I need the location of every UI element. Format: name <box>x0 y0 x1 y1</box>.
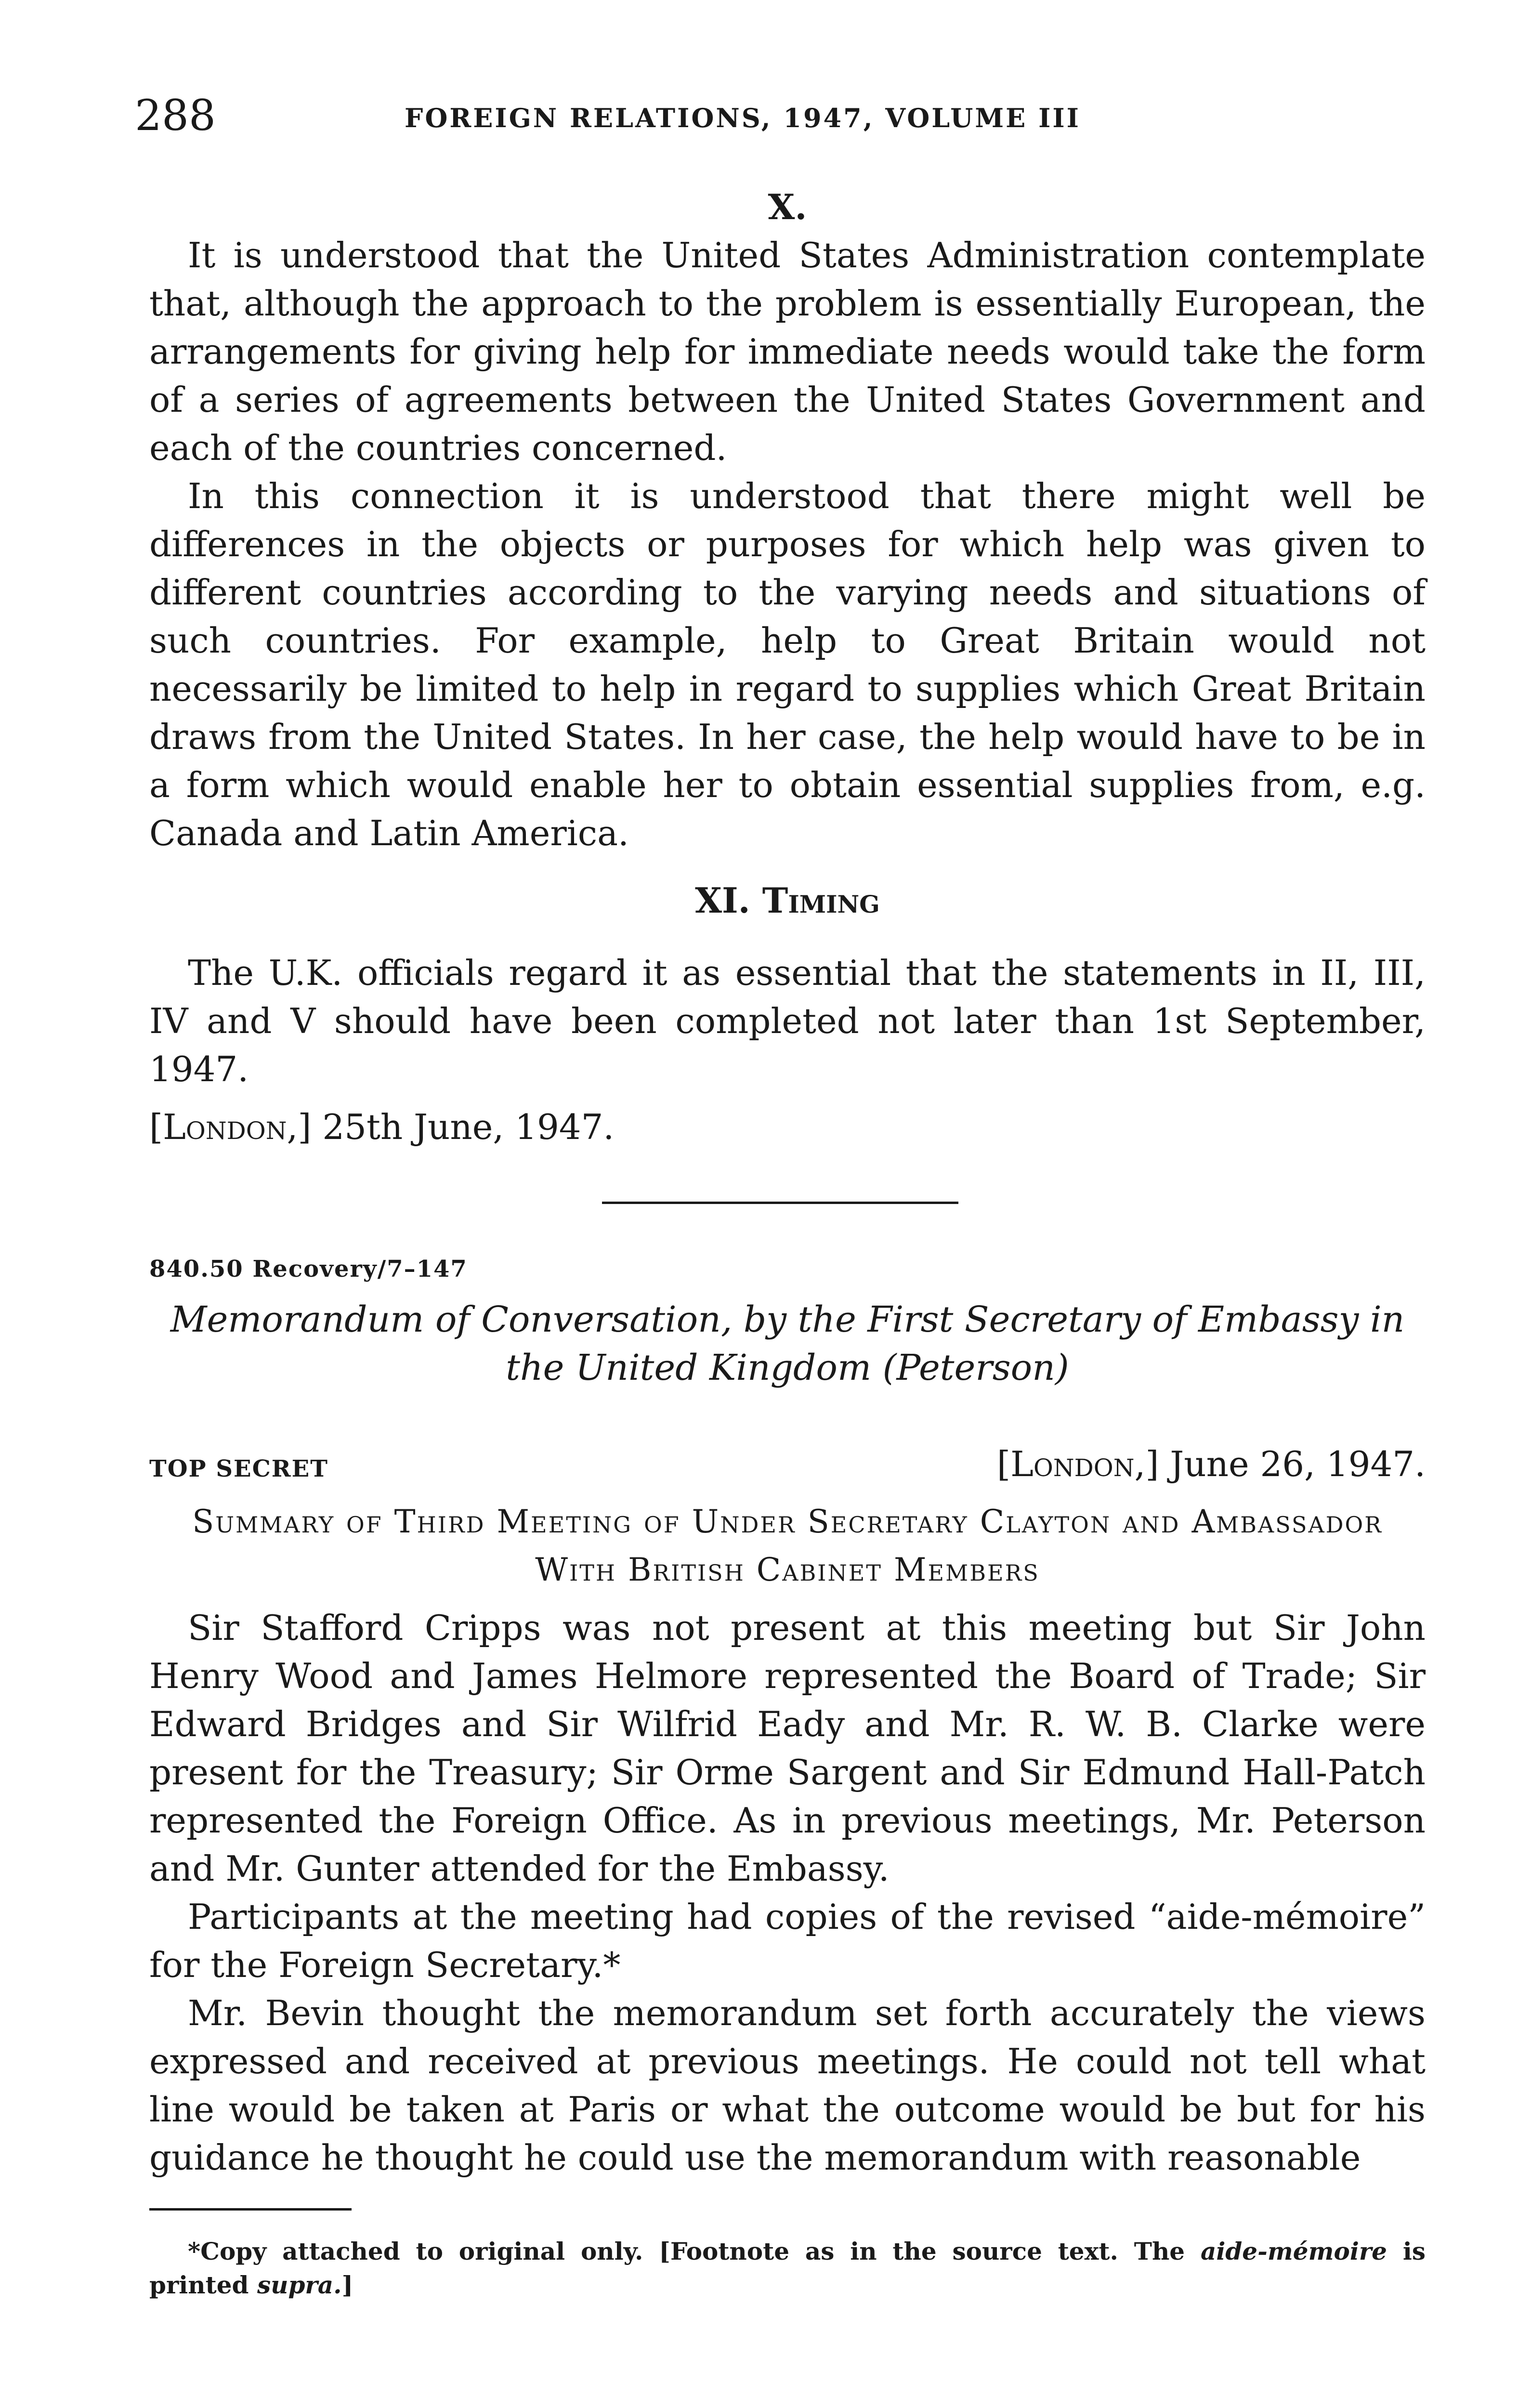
memo-paragraph-3: Mr. Bevin thought the memorandum set forth accurately the views expressed and received at previous meetings. He could not tell what line would be taken at Paris or what the outcome would be but for his guidance he thought he could use the memorandum with reasonable <box>149 1993 1426 2178</box>
memo-title: Memorandum of Conversation, by the First Secretary of Embassy in the United Kingdom (Peterson) <box>170 1299 1405 1388</box>
footnote-text: *Copy attached to original only. [Footnote as in the source text. The <box>188 2237 1185 2265</box>
footnote-close: ] <box>341 2271 353 2299</box>
section-x <box>149 183 1426 857</box>
footnote-supra: supra. <box>257 2271 342 2299</box>
section-xi <box>149 877 1426 1151</box>
summary-heading: Summary of Third Meeting of Under Secretary Clayton and Ambassador With British Cabinet Members <box>192 1503 1383 1588</box>
section-xi-title: Timing <box>762 880 880 921</box>
section-x-paragraph-2: In this connection it is understood that there might well be differences in the objects or purposes for which help was given to different countries according to the varying needs and situations of such countries. For example, help to Great Britain would not necessarily be limited to help in regard to supplies which Great Britain draws from the United States. In her case, the help would have to be in a form which would enable her to obtain essential supplies from, e.g. Canada and Latin America. <box>149 476 1426 853</box>
running-header <box>135 92 1426 140</box>
footnote-term: aide-mémoire <box>1200 2237 1387 2265</box>
memo-paragraph-2: Participants at the meeting had copies of the revised “aide-mémoire” for the Foreign Secretary.* <box>149 1897 1426 1985</box>
section-xi-place: [London,] <box>149 1107 312 1147</box>
page-number: 288 <box>135 91 216 140</box>
section-xi-date: 25th June, 1947. <box>322 1107 615 1147</box>
footnote <box>149 2235 1426 2302</box>
document-reference: 840.50 Recovery/7–147 <box>149 1256 468 1283</box>
section-xi-paragraph: The U.K. officials regard it as essential that the statements in II, III, IV and V should have been completed not later than 1st September, 1947. <box>149 953 1426 1089</box>
memo-dateline <box>997 1440 1426 1488</box>
section-xi-dateline <box>149 1103 1426 1151</box>
footnote-rule <box>149 2208 352 2211</box>
section-divider <box>602 1202 958 1204</box>
classification-label: TOP SECRET <box>149 1455 328 1482</box>
memo-body <box>149 1604 1426 2182</box>
footnote-text-2: is printed <box>149 2237 1426 2299</box>
section-xi-number: XI. <box>695 880 750 921</box>
section-x-paragraph-1: It is understood that the United States Administration contemplate that, although the approach to the problem is essentially European, the arrangements for giving help for immediate needs would take the form of a series of agreements between the United States Government and each of the countries concerned. <box>149 235 1426 468</box>
section-xi-heading <box>149 877 1426 925</box>
memo-place: [London,] <box>997 1444 1159 1484</box>
memo-date: June 26, 1947. <box>1170 1444 1426 1484</box>
memo-paragraph-1: Sir Stafford Cripps was not present at this meeting but Sir John Henry Wood and James Helmore represented the Board of Trade; Sir Edward Bridges and Sir Wilfrid Eady and Mr. R. W. B. Clarke were present for the Treasury; Sir Orme Sargent and Sir Edmund Hall-Patch represented the Foreign Office. As in previous meetings, Mr. Peterson and Mr. Gunter attended for the Embassy. <box>149 1608 1426 1889</box>
section-x-heading: X. <box>768 186 807 227</box>
journal-title: FOREIGN RELATIONS, 1947, VOLUME III <box>405 103 1081 133</box>
